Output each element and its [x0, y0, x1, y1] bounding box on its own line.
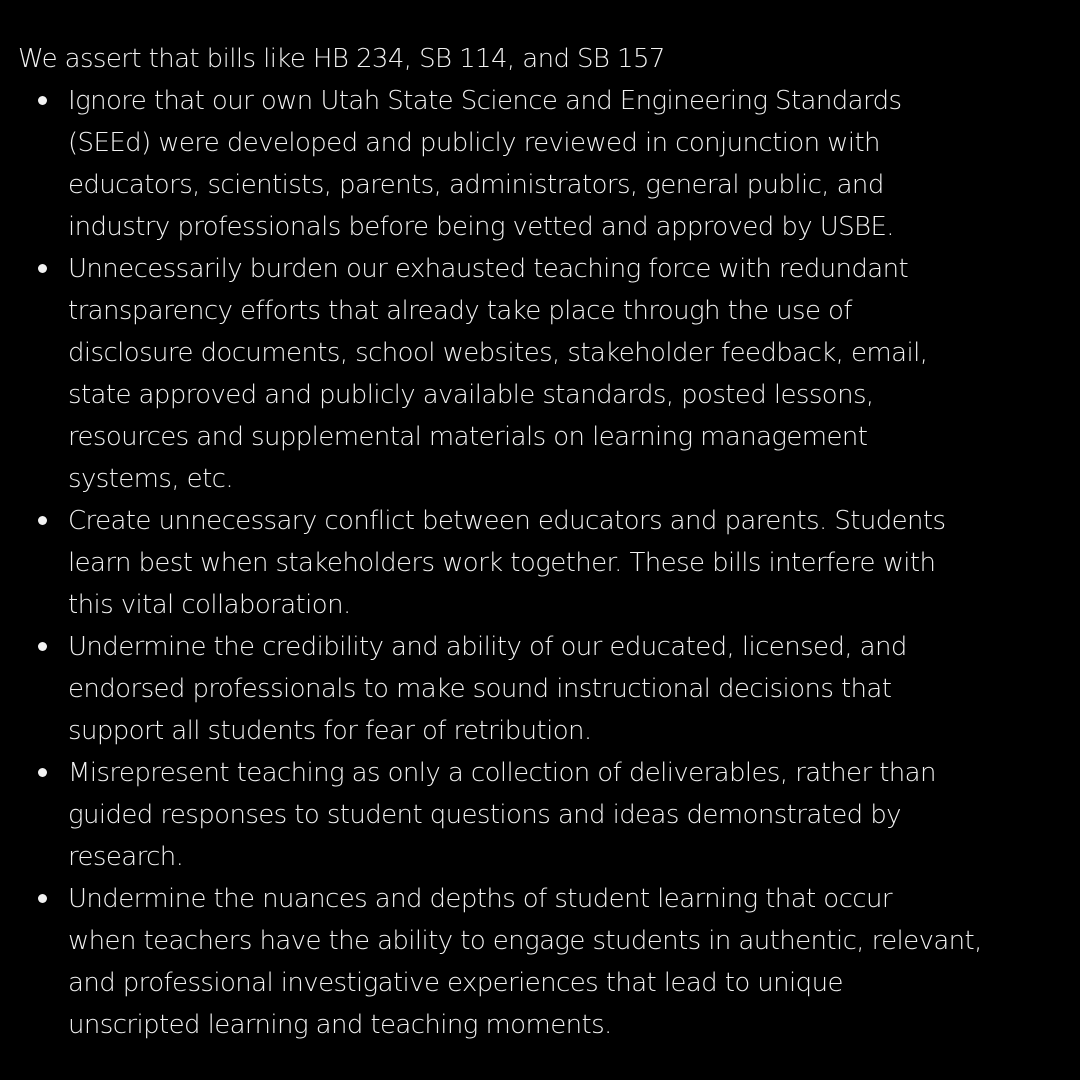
- list-item: [18, 626, 1070, 752]
- list-item-line: systems, etc.: [68, 464, 234, 494]
- bullet-icon: [38, 894, 47, 903]
- list-item-line: (SEEd) were developed and publicly reviewed in conjunction with: [68, 128, 880, 158]
- list-item-line: unscripted learning and teaching moments.: [68, 1010, 612, 1040]
- list-item-line: resources and supplemental materials on learning management: [68, 422, 868, 452]
- list-item: [18, 752, 1070, 878]
- bullet-icon: [38, 516, 47, 525]
- list-item-line: state approved and publicly available standards, posted lessons,: [68, 380, 874, 410]
- list-item-line: Misrepresent teaching as only a collection of deliverables, rather than: [68, 758, 936, 788]
- list-item-line: guided responses to student questions and ideas demonstrated by: [68, 800, 901, 830]
- list-item-line: educators, scientists, parents, administrators, general public, and: [68, 170, 884, 200]
- list-item: [18, 248, 1070, 500]
- list-item-line: Unnecessarily burden our exhausted teaching force with redundant: [68, 254, 909, 284]
- list-item-line: Ignore that our own Utah State Science and Engineering Standards: [68, 86, 902, 116]
- bullet-icon: [38, 642, 47, 651]
- list-item-line: Undermine the credibility and ability of our educated, licensed, and: [68, 632, 907, 662]
- list-item-line: industry professionals before being vetted and approved by USBE.: [68, 212, 894, 242]
- list-item-line: learn best when stakeholders work together. These bills interfere with: [68, 548, 936, 578]
- list-item: [18, 878, 1070, 1046]
- bullet-list: [18, 80, 1070, 1046]
- list-item-line: this vital collaboration.: [68, 590, 351, 620]
- list-item-line: disclosure documents, school websites, stakeholder feedback, email,: [68, 338, 928, 368]
- list-item: [18, 500, 1070, 626]
- list-item-line: when teachers have the ability to engage students in authentic, relevant,: [68, 926, 982, 956]
- intro-statement: We assert that bills like HB 234, SB 114, and SB 157: [18, 44, 665, 74]
- list-item-line: Undermine the nuances and depths of student learning that occur: [68, 884, 892, 914]
- bullet-icon: [38, 96, 47, 105]
- list-item-line: endorsed professionals to make sound instructional decisions that: [68, 674, 892, 704]
- list-item-line: research.: [68, 842, 184, 872]
- list-item-line: and professional investigative experiences that lead to unique: [68, 968, 843, 998]
- bullet-icon: [38, 264, 47, 273]
- document-body: [18, 38, 1070, 1046]
- list-item-line: transparency efforts that already take place through the use of: [68, 296, 852, 326]
- bullet-icon: [38, 768, 47, 777]
- list-item-line: Create unnecessary conflict between educators and parents. Students: [68, 506, 946, 536]
- list-item-line: support all students for fear of retribution.: [68, 716, 592, 746]
- list-item: [18, 80, 1070, 248]
